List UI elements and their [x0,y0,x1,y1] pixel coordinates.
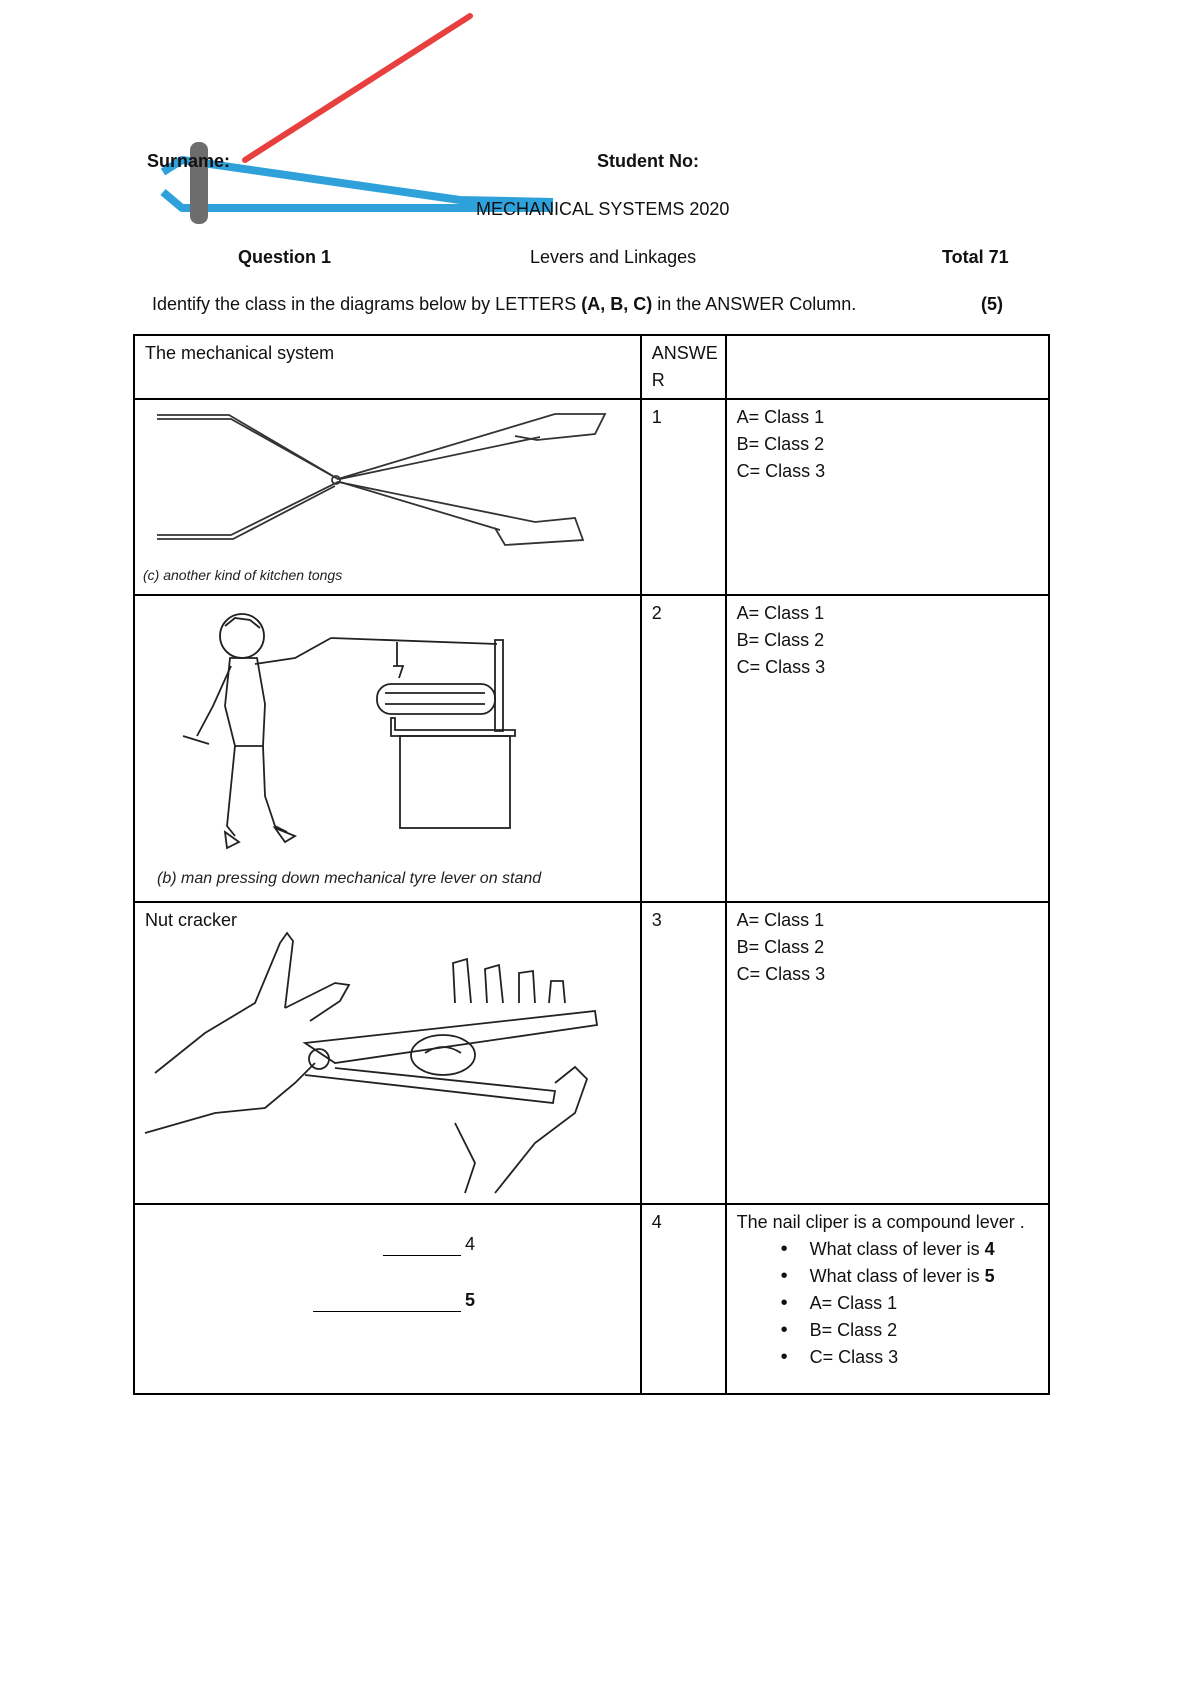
surname-label: Surname: [147,151,231,171]
option: B= Class 2 [736,630,825,650]
label-4: 4 [465,1234,476,1254]
nut-cracker-drawing [135,903,613,1195]
question-bullets [737,1236,1038,1371]
option: B= Class 2 [736,937,825,957]
instruction: Identify the class in the diagrams below by LETTERS (A, B, C) in the ANSWER Column. [152,294,857,314]
nut-cracker-title: Nut cracker [145,910,238,930]
answer-num-3: 3 [641,902,726,1204]
options-3 [726,902,1049,1204]
student-no-label: Student No: [597,151,699,171]
table-row [134,1204,1049,1394]
question-label: Question 1 [238,247,332,267]
options-2 [726,595,1049,902]
tyre-lever-drawing [135,596,613,893]
option: B= Class 2 [736,434,825,454]
option: A= Class 1 [736,407,825,427]
compound-lever-intro: The nail cliper is a compound lever . [736,1212,1025,1232]
bullet-question-5: • What class of lever is 5 [737,1263,1038,1290]
option: C= Class 3 [736,964,826,984]
topic-label: Levers and Linkages [530,247,697,267]
header-system: The mechanical system [134,335,641,399]
total-marks: Total 71 [942,247,1009,267]
option: C= Class 3 [736,657,826,677]
table-row [134,902,1049,1204]
header-answer: ANSWE R [641,335,726,399]
answer-num-2: 2 [641,595,726,902]
nail-clipper-cell [134,1204,641,1394]
header-empty [726,335,1049,399]
bullet-question-4: • What class of lever is 4 [737,1236,1038,1263]
nut-cracker-cell [134,902,641,1204]
kitchen-tongs-drawing [135,400,613,586]
lever-arm-red [245,16,470,160]
course-title: MECHANICAL SYSTEMS 2020 [476,199,730,219]
answer-num-4: 4 [641,1204,726,1394]
options-1 [726,399,1049,595]
tongs-caption: (c) another kind of kitchen tongs [143,567,343,583]
table-header-row [134,335,1049,399]
table-row [134,595,1049,902]
tyre-lever-caption: (b) man pressing down mechanical tyre lever on stand [157,870,542,887]
option: • A= Class 1 [737,1290,1038,1317]
table-row [134,399,1049,595]
tongs-cell [134,399,641,595]
instruction-marks: (5) [981,294,1003,314]
option: C= Class 3 [736,461,826,481]
label-line-5 [313,1289,461,1312]
option: A= Class 1 [736,603,825,623]
compound-lever-questions [726,1204,1049,1394]
answer-num-1: 1 [641,399,726,595]
question-table [133,334,1050,1395]
label-line-4 [383,1233,461,1256]
option: • B= Class 2 [737,1317,1038,1344]
label-5: 5 [465,1290,476,1310]
option: A= Class 1 [736,910,825,930]
option: • C= Class 3 [737,1344,1038,1371]
tyre-lever-cell [134,595,641,902]
